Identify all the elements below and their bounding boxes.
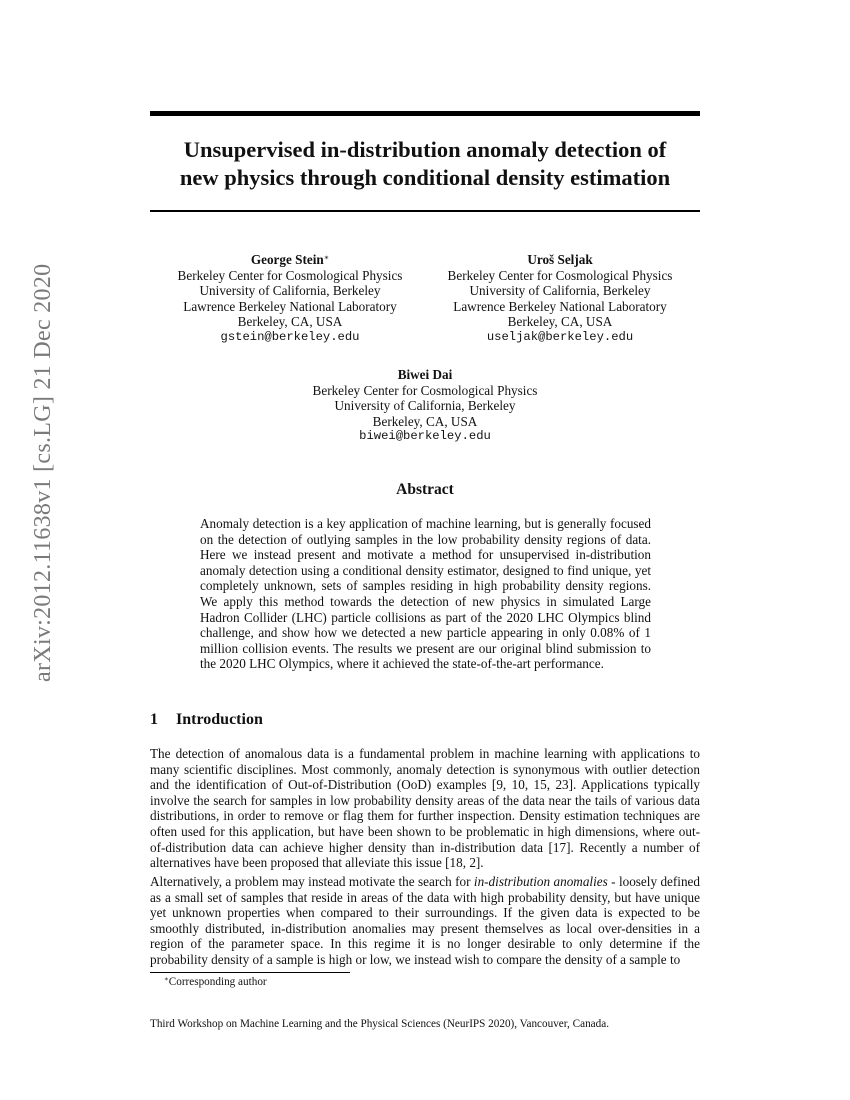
- title-line-1: Unsupervised in-distribution anomaly detection of: [183, 137, 667, 162]
- section-heading: [150, 711, 263, 729]
- section-number: 1: [150, 711, 158, 728]
- affiliation-line: University of California, Berkeley: [334, 398, 516, 414]
- title-line-2: new physics through conditional density estimation: [179, 165, 671, 190]
- venue-footer: Third Workshop on Machine Learning and the Physical Sciences (NeurIPS 2020), Vancouver, Canada.: [150, 1018, 609, 1030]
- intro-paragraph-2: Alternatively, a problem may instead motivate the search for in-distribution anomalies - loosely defined as a small set of samples that reside in areas of the data with high probability density, but have unique yet unknown properties when compared to their surroundings. If the given data is expected to be smoothly distributed, in-distribution anomalies may present themselves as local over-densities in a region of the parameter space. In this regime it is no longer desirable to only determine if the probability density of a sample is high or low, we instead wish to compare the density of a sample to: [150, 874, 701, 967]
- affiliation-line: Berkeley, CA, USA: [507, 314, 613, 330]
- affiliation-line: University of California, Berkeley: [199, 283, 381, 299]
- affiliation-line: Berkeley, CA, USA: [372, 413, 478, 429]
- title-bottom-rule: [150, 210, 700, 212]
- author-name: Uroš Seljak: [527, 252, 593, 267]
- author-email: biwei@berkeley.edu: [359, 429, 491, 444]
- affiliation-line: University of California, Berkeley: [469, 283, 651, 299]
- author-email: useljak@berkeley.edu: [486, 329, 634, 344]
- abstract-heading: Abstract: [396, 481, 454, 498]
- affiliation-line: Berkeley Center for Cosmological Physics: [177, 267, 403, 283]
- arxiv-identifier: arXiv:2012.11638v1 [cs.LG] 21 Dec 2020: [30, 263, 56, 682]
- affiliation-line: Berkeley Center for Cosmological Physics: [312, 382, 538, 398]
- paper-title: [150, 136, 700, 192]
- affiliation-line: Berkeley Center for Cosmological Physics: [447, 267, 673, 283]
- author-name: Biwei Dai: [397, 367, 453, 382]
- abstract-text: Anomaly detection is a key application of machine learning, but is generally focused on the detection of outlying samples in the low probability density regions of data. Here we instead present and motivate a method for unsupervised in-distribution anomaly detection using a conditional density estimator, designed to find unique, yet completely unknown, sets of samples residing in high probability density regions. We apply this method towards the detection of new physics in simulated Large Hadron Collider (LHC) particle collisions as part of the 2020 LHC Olympics blind challenge, and show how we detected a new particle appearing in only 0.08% of 1 million collision events. The results we present are our original blind submission to the 2020 LHC Olympics, where it achieved the state-of-the-art performance.: [200, 516, 651, 672]
- footnote-rule: [150, 972, 350, 973]
- author-name: George Stein∗: [250, 252, 330, 267]
- author-block-dai: [285, 367, 565, 445]
- affiliation-line: Berkeley, CA, USA: [237, 314, 343, 330]
- corresponding-author-mark: ∗: [323, 253, 330, 262]
- footnote: ∗Corresponding author: [164, 975, 267, 988]
- emphasis-term: in-distribution anomalies: [473, 874, 608, 889]
- footnote-mark: ∗: [164, 975, 169, 983]
- intro-paragraph-1: The detection of anomalous data is a fundamental problem in machine learning with applications to many scientific disciplines. Most commonly, anomaly detection is synonymous with outlier detection and the identification of Out-of-Distribution (OoD) examples [9, 10, 15, 23]. Applications typically involve the search for samples in low probability density areas of the data near the tails of various data distributions, in order to remove or flag them for further inspection. Density estimation techniques are often used for this application, but have been shown to be problematic in high dimensions, where out-of-distribution data can achieve higher density than in-distribution data [17]. Recently a number of alternatives have been proposed that alleviate this issue [18, 2].: [150, 746, 700, 871]
- affiliation-line: Lawrence Berkeley National Laboratory: [453, 298, 667, 314]
- title-top-rule: [150, 111, 700, 116]
- affiliation-line: Lawrence Berkeley National Laboratory: [183, 298, 397, 314]
- author-block-stein: [150, 252, 430, 346]
- author-email: gstein@berkeley.edu: [220, 329, 360, 344]
- section-title: Introduction: [176, 711, 263, 728]
- author-block-seljak: [420, 252, 700, 346]
